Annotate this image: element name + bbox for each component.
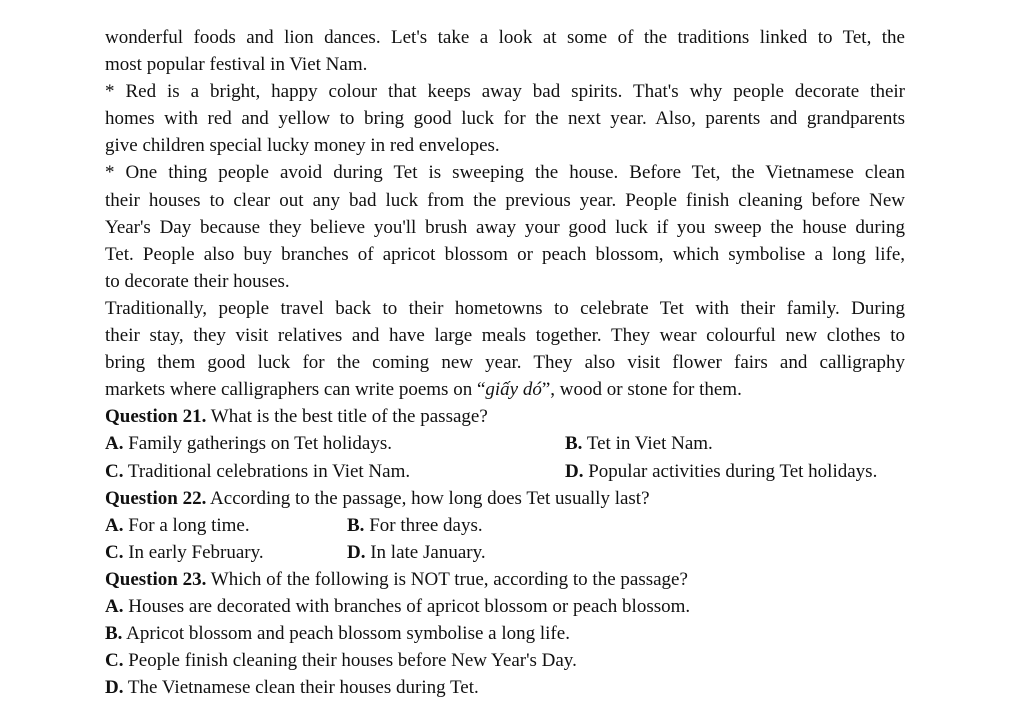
option-d[interactable]	[105, 674, 905, 701]
option-a[interactable]	[105, 512, 347, 539]
passage-line: give children special lucky money in red envelopes.	[105, 135, 500, 157]
passage-line: wonderful foods and lion dances. Let's take a look at some of the traditions linked to Tet, the	[105, 27, 905, 48]
option-letter: B.	[105, 623, 123, 645]
passage-line: most popular festival in Viet Nam.	[105, 54, 368, 76]
option-letter: D.	[565, 460, 584, 482]
option-text: Houses are decorated with branches of apricot blossom or peach blossom.	[123, 595, 691, 617]
option-c[interactable]	[105, 458, 565, 485]
option-text: The Vietnamese clean their houses during Tet.	[123, 677, 479, 699]
option-text: For three days.	[364, 514, 483, 536]
passage-text: ”, wood or stone for them.	[541, 379, 742, 401]
option-letter: D.	[347, 541, 366, 563]
option-text: Apricot blossom and peach blossom symbolise a long life.	[122, 623, 570, 645]
question-number: Question 22.	[105, 487, 207, 509]
option-b[interactable]	[347, 512, 483, 539]
question-text: According to the passage, how long does Tet usually last?	[206, 487, 650, 509]
passage-line: bring them good luck for the coming new year. They also visit flower fairs and calligraphy	[105, 352, 905, 374]
passage-line: Traditionally, people travel back to their hometowns to celebrate Tet with their family. During	[105, 297, 905, 319]
option-letter: A.	[105, 595, 124, 617]
option-letter: B.	[347, 514, 365, 536]
options-row	[105, 539, 905, 566]
passage-line: * One thing people avoid during Tet is sweeping the house. Before Tet, the Vietnamese clean	[105, 162, 905, 184]
passage-line: Year's Day because they believe you'll brush away your good luck if you sweep the house during	[105, 216, 905, 238]
passage-line: their houses to clear out any bad luck from the previous year. People finish cleaning before New	[105, 189, 905, 211]
option-text: In late January.	[365, 541, 486, 563]
options-row	[105, 430, 905, 457]
option-text: For a long time.	[123, 514, 250, 536]
option-letter: A.	[105, 433, 124, 455]
option-a[interactable]	[105, 430, 565, 457]
option-d[interactable]	[347, 539, 486, 566]
option-b[interactable]	[105, 620, 905, 647]
option-text: Family gatherings on Tet holidays.	[123, 433, 392, 455]
question-text: What is the best title of the passage?	[206, 406, 488, 428]
passage-line: to decorate their houses.	[105, 270, 290, 292]
passage-italic-term: giấy dó	[485, 379, 542, 401]
option-text: In early February.	[123, 541, 264, 563]
passage-text: markets where calligraphers can write poems on “	[105, 379, 486, 401]
option-letter: C.	[105, 460, 124, 482]
option-text: People finish cleaning their houses before New Year's Day.	[123, 650, 577, 672]
question-stem	[105, 566, 905, 593]
passage-line: their stay, they visit relatives and have large meals together. They wear colourful new clothes to	[105, 325, 905, 347]
question-23	[105, 566, 905, 701]
passage-line: homes with red and yellow to bring good luck for the next year. Also, parents and grandparents	[105, 108, 905, 130]
question-stem	[105, 403, 905, 430]
passage-line: * Red is a bright, happy colour that keeps away bad spirits. That's why people decorate their	[105, 81, 905, 103]
question-22	[105, 485, 905, 566]
option-c[interactable]	[105, 539, 347, 566]
option-letter: A.	[105, 514, 124, 536]
passage-line: Tet. People also buy branches of apricot blossom or peach blossom, which symbolise a long life,	[105, 243, 905, 265]
options-row	[105, 458, 905, 485]
option-d[interactable]	[565, 458, 877, 485]
question-stem	[105, 485, 905, 512]
option-c[interactable]	[105, 647, 905, 674]
question-number: Question 23.	[105, 568, 207, 590]
option-text: Popular activities during Tet holidays.	[583, 460, 878, 482]
question-number: Question 21.	[105, 406, 207, 428]
option-letter: D.	[105, 677, 124, 699]
passage-line	[105, 376, 905, 403]
option-a[interactable]	[105, 593, 905, 620]
option-b[interactable]	[565, 430, 713, 457]
option-letter: B.	[565, 433, 583, 455]
reading-passage	[105, 24, 905, 403]
question-21	[105, 403, 905, 484]
options-row	[105, 512, 905, 539]
cut-off-next-line	[105, 699, 905, 710]
option-text: Traditional celebrations in Viet Nam.	[123, 460, 411, 482]
question-text: Which of the following is NOT true, according to the passage?	[206, 568, 688, 590]
option-letter: C.	[105, 650, 124, 672]
option-letter: C.	[105, 541, 124, 563]
option-text: Tet in Viet Nam.	[582, 433, 713, 455]
document-page	[105, 24, 905, 701]
